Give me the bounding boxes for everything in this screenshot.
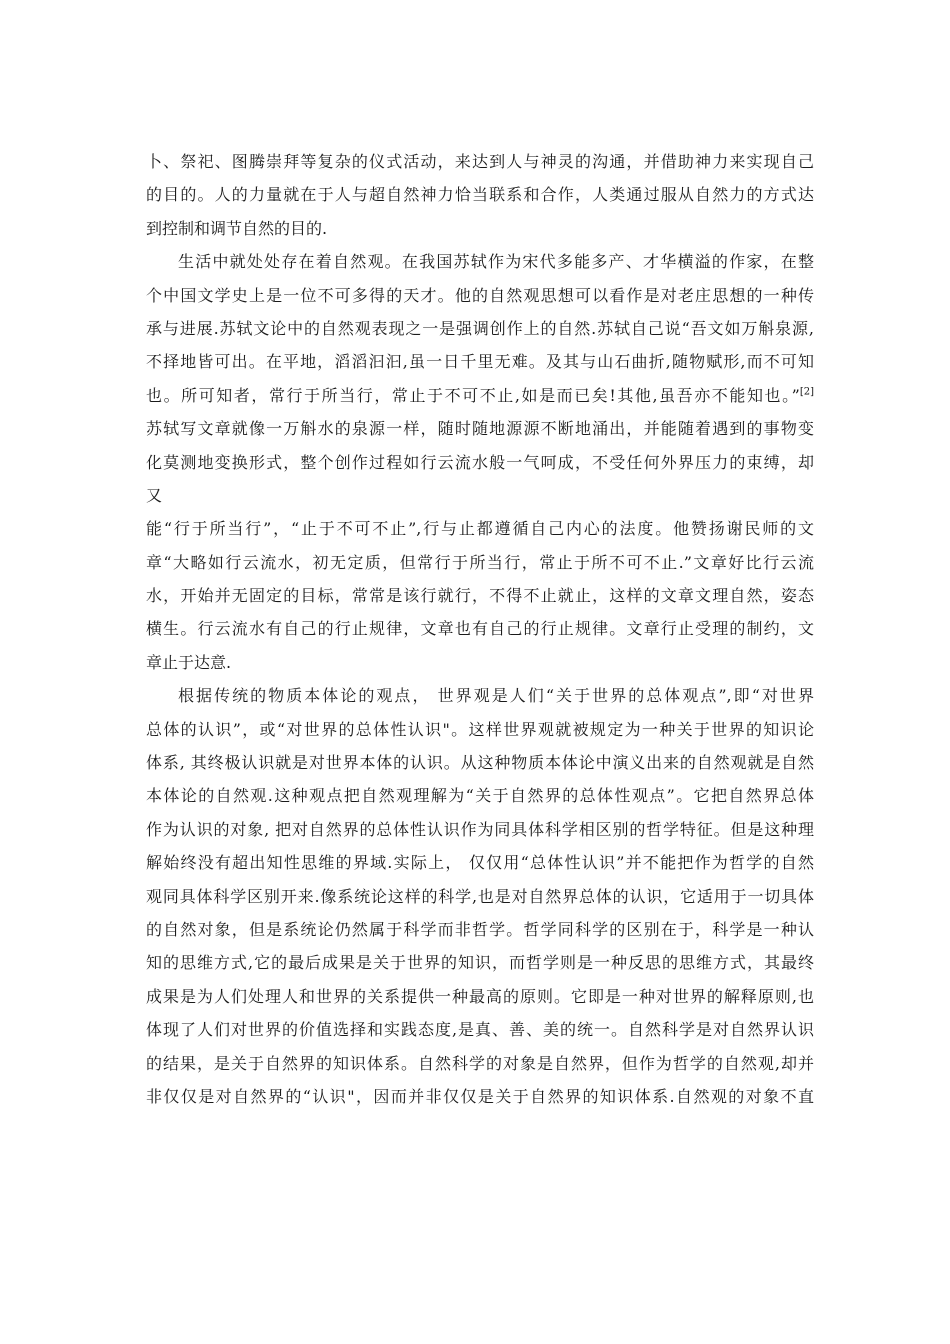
text-line: 根据传统的物质本体论的观点， 世界观是人们“关于世界的总体观点”,即“对世界	[178, 686, 814, 706]
text-line: 又	[146, 485, 163, 505]
text-line: 章止于达意.	[146, 652, 232, 672]
text-line: 知的思维方式,它的最后成果是关于世界的知识，而哲学则是一种反思的思维方式，其最终	[146, 953, 814, 973]
text-line: 章“大略如行云流水，初无定质，但常行于所当行，常止于所不可不止.”文章好比行云流	[146, 552, 814, 572]
text-line: 能“行于所当行”，“止于不可不止”,行与止都遵循自己内心的法度。他赞扬谢民师的文	[146, 519, 814, 539]
body-text	[146, 145, 814, 1113]
text-line: 解始终没有超出知性思维的界域.实际上， 仅仅用“总体性认识”并不能把作为哲学的自然	[146, 853, 814, 873]
text-line: 也。所可知者，常行于所当行，常止于不可不止,如是而已矣!其他,虽吾亦不能知也。”	[146, 385, 800, 405]
text-line: 观同具体科学区别开来.像系统论这样的科学,也是对自然界总体的认识，它适用于一切具体	[146, 886, 814, 906]
text-line: 本体论的自然观.这种观点把自然观理解为“关于自然界的总体性观点”。它把自然界总体	[146, 786, 814, 806]
text-line: 成果是为人们处理人和世界的关系提供一种最高的原则。它即是一种对世界的解释原则,也	[146, 986, 814, 1006]
text-line: 苏轼写文章就像一万斛水的泉源一样，随时随地源源不断地涌出，并能随着遇到的事物变	[146, 419, 814, 439]
text-line: 承与进展.苏轼文论中的自然观表现之一是强调创作上的自然.苏轼自己说“吾文如万斛泉源,	[146, 318, 814, 338]
text-line: 总体的认识”，或“对世界的总体性认识"。这样世界观就被规定为一种关于世界的知识论	[146, 719, 814, 739]
text-line: 水，开始并无固定的目标，常常是该行就行，不得不止就止，这样的文章文理自然，姿态	[146, 586, 814, 606]
text-line: 到控制和调节自然的目的.	[146, 218, 328, 238]
text-line: 非仅仅是对自然界的“认识"，因而并非仅仅是关于自然界的知识体系.自然观的对象不直	[146, 1086, 814, 1106]
text-line: 作为认识的对象, 把对自然界的总体性认识作为同具体科学相区别的哲学特征。但是这种理	[146, 819, 814, 839]
text-line: 体现了人们对世界的价值选择和实践态度,是真、善、美的统一。自然科学是对自然界认识	[146, 1020, 814, 1040]
text-line: 的自然对象，但是系统论仍然属于科学而非哲学。哲学同科学的区别在于，科学是一种认	[146, 919, 814, 939]
text-line-with-citation	[146, 379, 814, 412]
text-line: 不择地皆可出。在平地，滔滔汩汩,虽一日千里无难。及其与山石曲折,随物赋形,而不可知	[146, 352, 814, 372]
text-line: 化莫测地变换形式，整个创作过程如行云流水般一气呵成，不受任何外界压力的束缚，却	[146, 452, 814, 472]
citation-marker: [2]	[799, 386, 814, 398]
text-line: 卜、祭祀、图腾崇拜等复杂的仪式活动，来达到人与神灵的沟通，并借助神力来实现自己	[146, 152, 814, 171]
text-line: 横生。行云流水有自己的行止规律，文章也有自己的行止规律。文章行止受理的制约，文	[146, 619, 814, 639]
text-line: 体系, 其终极认识就是对世界本体的认识。从这种物质本体论中演义出来的自然观就是自然	[146, 753, 814, 773]
text-line: 的结果，是关于自然界的知识体系。自然科学的对象是自然界，但作为哲学的自然观,却并	[146, 1053, 814, 1073]
text-line: 个中国文学史上是一位不可多得的天才。他的自然观思想可以看作是对老庄思想的一种传	[146, 285, 814, 305]
text-line: 生活中就处处存在着自然观。在我国苏轼作为宋代多能多产、才华横溢的作家，在整	[178, 252, 814, 272]
text-line: 的目的。人的力量就在于人与超自然神力恰当联系和合作，人类通过服从自然力的方式达	[146, 185, 814, 205]
